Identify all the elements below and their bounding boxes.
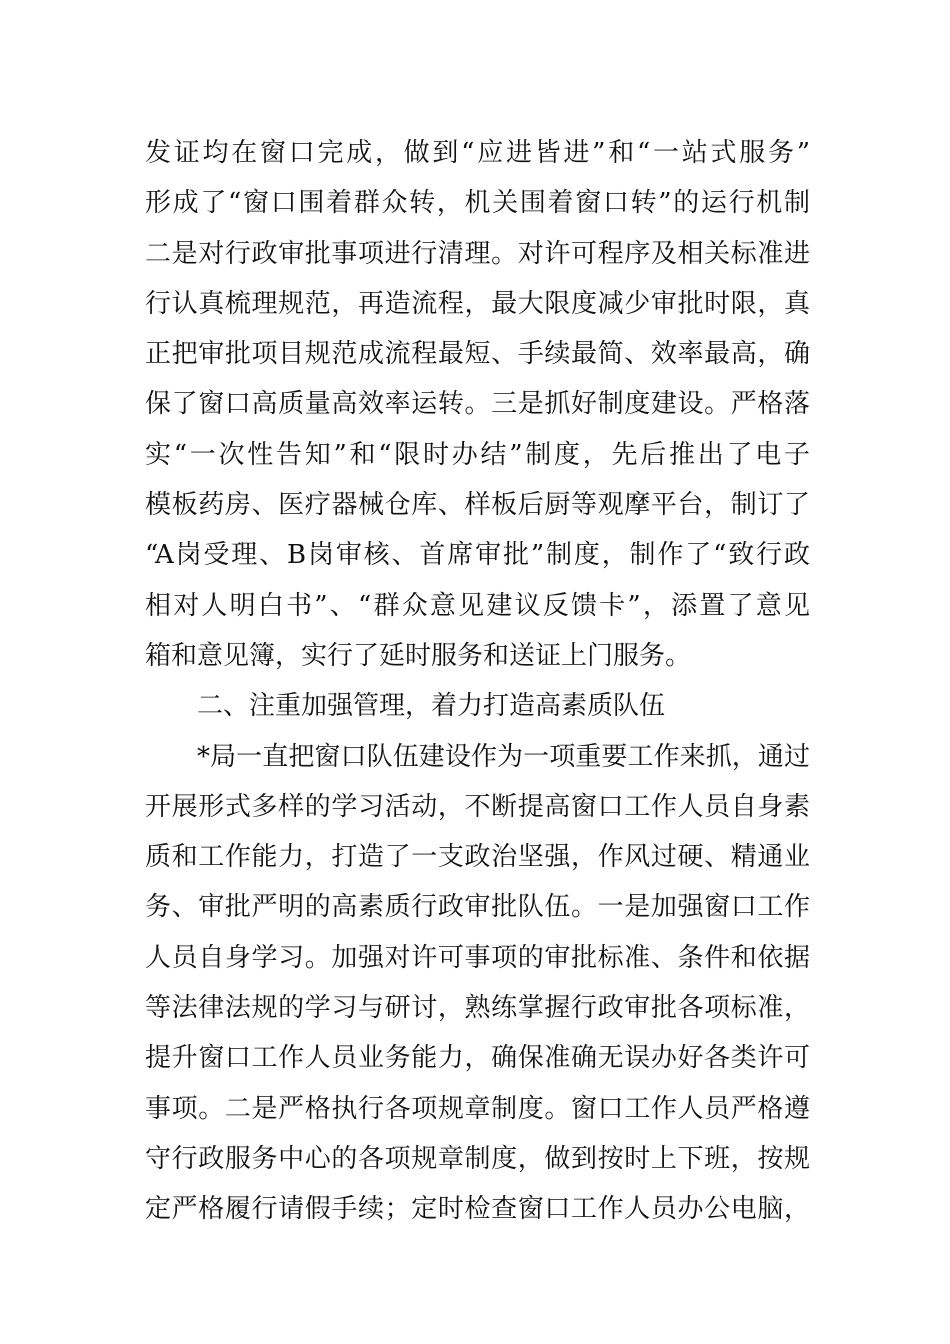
text-line: 行认真梳理规范，再造流程，最大限度减少审批时限，真 — [145, 288, 810, 319]
section-heading: 二、注重加强管理，着力打造高素质队伍 — [197, 691, 666, 722]
paragraph-end-line: 箱和意见簿，实行了延时服务和送证上门服务。 — [145, 640, 692, 671]
text-line: 模板药房、医疗器械仓库、样板后厨等观摩平台，制订了 — [145, 490, 810, 521]
text-line: 发证均在窗口完成，做到“应进皆进”和“一站式服务” — [145, 138, 810, 168]
text-line: 形成了“窗口围着群众转，机关围着窗口转”的运行机制 — [145, 188, 810, 219]
text-line: 务、审批严明的高素质行政审批队伍。一是加强窗口工作 — [145, 892, 810, 923]
text-line: “A岗受理、B岗审核、首席审批”制度，制作了“致行政 — [145, 540, 810, 571]
text-line: 守行政服务中心的各项规章制度，做到按时上下班，按规 — [145, 1143, 810, 1174]
body-text — [145, 128, 810, 1235]
text-line: 人员自身学习。加强对许可事项的审批标准、条件和依据 — [145, 942, 810, 973]
text-line: 保了窗口高质量高效率运转。三是抓好制度建设。严格落 — [145, 389, 810, 420]
text-line: 相对人明白书”、“群众意见建议反馈卡”，添置了意见 — [145, 590, 810, 621]
text-line: 二是对行政审批事项进行清理。对许可程序及相关标准进 — [145, 238, 810, 269]
text-line: 定严格履行请假手续；定时检查窗口工作人员办公电脑， — [145, 1194, 810, 1225]
text-line: 正把审批项目规范成流程最短、手续最简、效率最高，确 — [145, 339, 810, 370]
text-line: 提升窗口工作人员业务能力，确保准确无误办好各类许可 — [145, 1043, 810, 1074]
paragraph-first-line: *局一直把窗口队伍建设作为一项重要工作来抓，通过 — [197, 741, 810, 772]
text-line: 开展形式多样的学习活动，不断提高窗口工作人员自身素 — [145, 791, 810, 822]
text-line: 等法律法规的学习与研讨，熟练掌握行政审批各项标准， — [145, 993, 810, 1024]
text-line: 实“一次性告知”和“限时办结”制度，先后推出了电子 — [145, 439, 810, 470]
text-line: 事项。二是严格执行各项规章制度。窗口工作人员严格遵 — [145, 1093, 810, 1124]
text-line: 质和工作能力，打造了一支政治坚强，作风过硬、精通业 — [145, 842, 810, 873]
